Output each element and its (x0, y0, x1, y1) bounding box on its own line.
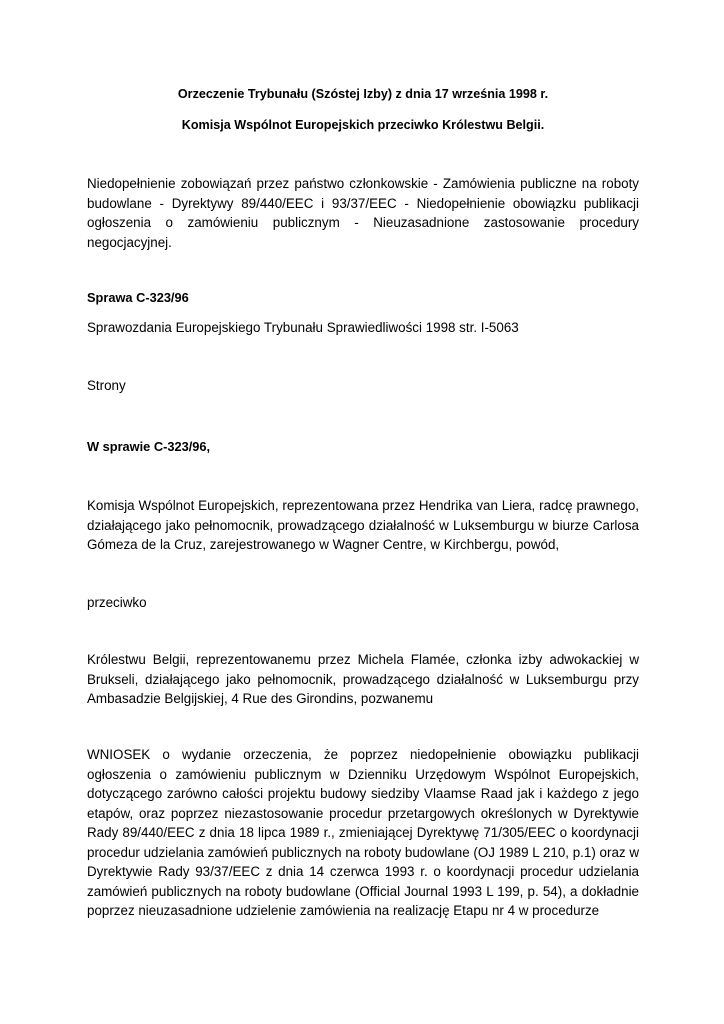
summary-paragraph: Niedopełnienie zobowiązań przez państwo członkowskie - Zamówienia publiczne na roboty budowlane - Dyrektywy 89/440/EEC i 93/37/EEC - Niedopełnienie obowiązku publikacji ogłoszenia o zamówieniu publicznym - Nieuzasadnione zastosowanie procedury negocjacyjnej. (87, 176, 639, 250)
reports-reference: Sprawozdania Europejskiego Trybunału Sprawiedliwości 1998 str. I-5063 (87, 320, 519, 335)
defendant-paragraph: Królestwu Belgii, reprezentowanemu przez Michela Flamée, członka izby adwokackiej w Brukseli, działającego jako pełnomocnik, prowadzącego działalność w Luksemburgu przy Ambasadzie Belgijskiej, 4 Rue des Girondins, pozwanemu (87, 652, 639, 706)
case-parties-title: Komisja Wspólnot Europejskich przeciwko Królestwu Belgii. (181, 118, 545, 132)
parties-label: Strony (87, 378, 126, 393)
in-case-heading: W sprawie C-323/96, (87, 439, 211, 454)
document-page (87, 0, 639, 1024)
application-paragraph: WNIOSEK o wydanie orzeczenia, że poprzez niedopełnienie obowiązku publikacji ogłoszenia o zamówieniu publicznym w Dzienniku Urzędowym Wspólnot Europejskich, dotyczącego zarówno całości projektu budowy siedziby Vlaamse Raad jak i każdego z jego etapów, oraz poprzez niezastosowanie procedur przetargowych określonych w Dyrektywie Rady 89/440/EEC z dnia 18 lipca 1989 r., zmieniającej Dyrektywę 71/305/EEC o koordynacji procedur udzielania zamówień publicznych na roboty budowlane (OJ 1989 L 210, p.1) oraz w Dyrektywie Rady 93/37/EEC z dnia 14 czerwca 1993 r. o koordynacji procedur udzielania zamówień publicznych na roboty budowlane (Official Journal 1993 L 199, p. 54), a dokładnie poprzez nieuzasadnione udzielenie zamówienia na realizację Etapu nr 4 w procedurze (87, 747, 639, 918)
applicant-paragraph: Komisja Wspólnot Europejskich, reprezentowana przez Hendrika van Liera, radcę prawnego, działającego jako pełnomocnik, prowadzącego działalność w Luksemburgu w biurze Carlosa Gómeza de la Cruz, zarejestrowanego w Wagner Centre, w Kirchbergu, powód, (87, 498, 639, 552)
document-title: Orzeczenie Trybunału (Szóstej Izby) z dnia 17 września 1998 r. (177, 87, 549, 101)
case-heading: Sprawa C-323/96 (87, 290, 189, 305)
versus-label: przeciwko (87, 595, 147, 610)
